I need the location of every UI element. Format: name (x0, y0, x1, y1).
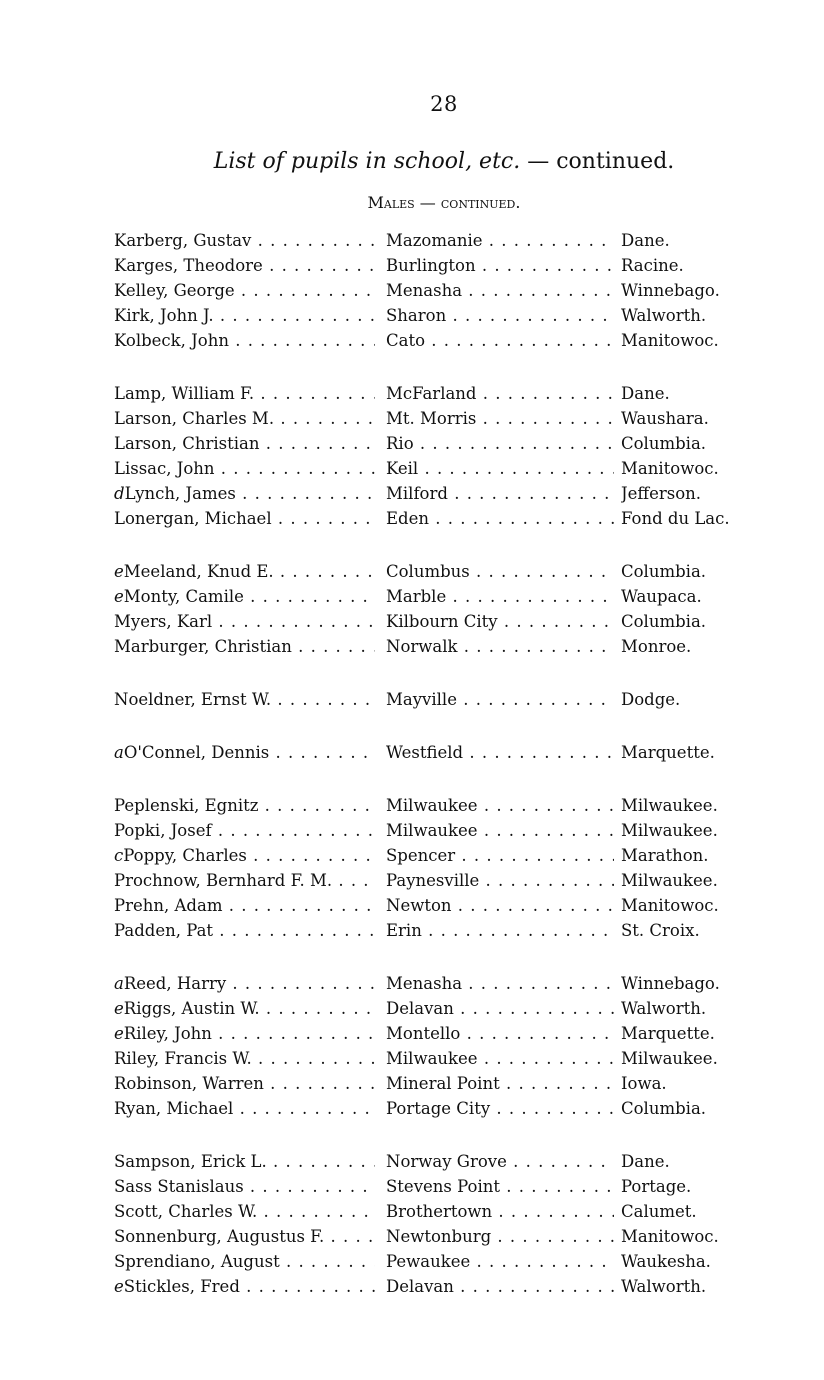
page-title (0, 149, 824, 174)
pupil-row (0, 1099, 824, 1124)
pupil-town (386, 974, 614, 993)
pupil-town-text: Menasha (386, 281, 463, 300)
pupil-name: Stickles, Fred (123, 1277, 240, 1296)
pupil-name: Karges, Theodore (114, 256, 263, 275)
pupil-note-mark: e (114, 1024, 124, 1043)
pupil-row (0, 562, 824, 587)
pupil-row (0, 256, 824, 281)
pupil-name: Ryan, Michael (114, 1099, 234, 1118)
pupil-town (386, 743, 614, 762)
pupil-town (386, 796, 614, 815)
pupil-note-mark: e (114, 1277, 124, 1296)
pupil-name: Kelley, George (114, 281, 235, 300)
pupil-town-text: Rio (386, 434, 414, 453)
pupil-town-text: Delavan (386, 999, 454, 1018)
pupil-town (386, 871, 614, 890)
pupil-name: Larson, Charles M. (114, 409, 275, 428)
pupil-county: Milwaukee. (621, 871, 718, 890)
pupil-county: Manitowoc. (621, 896, 719, 915)
pupil-row (0, 281, 824, 306)
pupil-town-text: Pewaukee (386, 1252, 471, 1271)
pupil-row (0, 459, 824, 484)
pupil-town (386, 281, 614, 300)
pupil-name-cell (114, 587, 375, 606)
pupil-note-mark: e (114, 999, 124, 1018)
pupil-county: Columbia. (621, 1099, 707, 1118)
pupil-row (0, 743, 824, 768)
pupil-county: Dane. (621, 1152, 670, 1171)
pupil-name-cell (114, 612, 375, 631)
pupil-town (386, 921, 614, 940)
pupil-county: Marquette. (621, 1024, 715, 1043)
pupil-town (386, 562, 614, 581)
pupil-town-text: Milwaukee (386, 1049, 478, 1068)
pupil-name: Padden, Pat (114, 921, 214, 940)
pupil-town-text: Kilbourn City (386, 612, 498, 631)
pupil-town-text: Cato (386, 331, 426, 350)
pupil-name: Meeland, Knud E. (123, 562, 274, 581)
pupil-county: Dane. (621, 231, 670, 250)
pupil-county: Columbia. (621, 612, 707, 631)
title-continued: — continued. (520, 149, 675, 174)
pupil-town (386, 1152, 614, 1171)
pupil-note-mark: e (114, 562, 124, 581)
pupil-town-text: Newtonburg (386, 1227, 492, 1246)
pupil-town-text: Burlington (386, 256, 476, 275)
pupil-name: Sprendiano, August (114, 1252, 280, 1271)
pupil-county: Waushara. (621, 409, 709, 428)
pupil-row (0, 1049, 824, 1074)
pupil-row (0, 587, 824, 612)
pupil-name-cell (114, 871, 375, 890)
pupil-town-text: Stevens Point (386, 1177, 501, 1196)
pupil-county: St. Croix. (621, 921, 700, 940)
pupil-row (0, 484, 824, 509)
pupil-town-text: Mineral Point (386, 1074, 500, 1093)
pupil-town (386, 1202, 614, 1221)
pupil-town-text: Eden (386, 509, 429, 528)
pupil-county: Racine. (621, 256, 684, 275)
pupil-row (0, 796, 824, 821)
pupil-county: Marathon. (621, 846, 709, 865)
pupil-county: Manitowoc. (621, 459, 719, 478)
pupil-county: Dodge. (621, 690, 681, 709)
pupil-town-text: Brothertown (386, 1202, 493, 1221)
pupil-county: Walworth. (621, 1277, 707, 1296)
pupil-town-text: Sharon (386, 306, 447, 325)
pupil-town-text: Delavan (386, 1277, 454, 1296)
pupil-name: Karberg, Gustav (114, 231, 252, 250)
pupil-county: Monroe. (621, 637, 692, 656)
pupil-town-text: Erin (386, 921, 422, 940)
pupil-town-text: Columbus (386, 562, 470, 581)
pupil-town (386, 821, 614, 840)
pupil-row (0, 434, 824, 459)
pupil-town (386, 999, 614, 1018)
pupil-row (0, 409, 824, 434)
pupil-name-cell (114, 1177, 375, 1196)
pupil-county: Columbia. (621, 434, 707, 453)
pupil-name: Riley, Francis W. (114, 1049, 252, 1068)
pupil-town-text: Norway Grove (386, 1152, 507, 1171)
pupil-county: Calumet. (621, 1202, 697, 1221)
pupil-name-cell (114, 331, 375, 350)
title-main: List of pupils in school, etc. (213, 149, 521, 174)
pupil-name-cell (114, 306, 375, 325)
pupil-row (0, 612, 824, 637)
pupil-town (386, 690, 614, 709)
pupil-county: Iowa. (621, 1074, 667, 1093)
pupil-row (0, 509, 824, 534)
pupil-name-cell (114, 1277, 375, 1296)
pupil-row (0, 637, 824, 662)
pupil-name-cell (114, 999, 375, 1018)
pupil-name-cell (114, 281, 375, 300)
pupil-name: Prochnow, Bernhard F. M. (114, 871, 333, 890)
pupil-town (386, 331, 614, 350)
pupil-row (0, 871, 824, 896)
pupil-name-cell (114, 434, 375, 453)
pupil-note-mark: a (114, 743, 124, 762)
pupil-name-cell (114, 1024, 375, 1043)
pupil-name: Lynch, James (124, 484, 236, 503)
pupil-row (0, 846, 824, 871)
pupil-name-cell (114, 409, 375, 428)
pupil-name: Poppy, Charles (123, 846, 247, 865)
pupil-row (0, 1252, 824, 1277)
pupil-name-cell (114, 1252, 375, 1271)
pupil-group (0, 231, 824, 356)
pupil-county: Marquette. (621, 743, 715, 762)
pupil-row (0, 974, 824, 999)
pupil-row (0, 896, 824, 921)
pupil-name-cell (114, 1074, 375, 1093)
pupil-name-cell (114, 1049, 375, 1068)
pupil-town-text: Marble (386, 587, 447, 606)
pupil-name-cell (114, 384, 375, 403)
pupil-county: Milwaukee. (621, 1049, 718, 1068)
pupil-town-text: Montello (386, 1024, 461, 1043)
pupil-row (0, 1152, 824, 1177)
pupil-name: Monty, Camile (123, 587, 244, 606)
pupil-name: Reed, Harry (123, 974, 227, 993)
pupil-town (386, 1252, 614, 1271)
pupil-county: Manitowoc. (621, 331, 719, 350)
pupil-group (0, 796, 824, 946)
pupil-town-text: Menasha (386, 974, 463, 993)
pupil-name: Sass Stanislaus (114, 1177, 244, 1196)
pupil-name: Popki, Josef (114, 821, 212, 840)
pupil-town (386, 484, 614, 503)
pupil-town-text: Keil (386, 459, 419, 478)
pupil-town (386, 612, 614, 631)
pupil-town (386, 231, 614, 250)
pupil-town (386, 896, 614, 915)
pupil-name: Larson, Christian (114, 434, 260, 453)
pupil-name-cell (114, 921, 375, 940)
pupil-name-cell (114, 846, 375, 865)
pupil-row (0, 690, 824, 715)
pupil-town (386, 1049, 614, 1068)
pupil-name-cell (114, 459, 375, 478)
pupil-county: Columbia. (621, 562, 707, 581)
pupil-row (0, 384, 824, 409)
pupil-county: Milwaukee. (621, 796, 718, 815)
pupil-town-text: Milwaukee (386, 796, 478, 815)
pupil-name-cell (114, 743, 375, 762)
pupil-note-mark: c (114, 846, 124, 865)
pupil-row (0, 1202, 824, 1227)
pupil-town-text: Norwalk (386, 637, 458, 656)
pupil-town (386, 306, 614, 325)
pupil-name: Lonergan, Michael (114, 509, 272, 528)
pupil-town-text: Portage City (386, 1099, 491, 1118)
pupil-town (386, 1177, 614, 1196)
pupil-group (0, 974, 824, 1124)
pupil-town (386, 459, 614, 478)
pupil-name: Riggs, Austin W. (123, 999, 260, 1018)
pupil-town (386, 1074, 614, 1093)
pupil-row (0, 1277, 824, 1302)
pupil-town (386, 1099, 614, 1118)
pupil-county: Waupaca. (621, 587, 702, 606)
pupil-list (0, 231, 824, 1330)
pupil-name: Marburger, Christian (114, 637, 292, 656)
pupil-name: Lissac, John (114, 459, 215, 478)
pupil-county: Milwaukee. (621, 821, 718, 840)
pupil-town-text: Milwaukee (386, 821, 478, 840)
pupil-group (0, 743, 824, 768)
pupil-town (386, 846, 614, 865)
pupil-name: Scott, Charles W. (114, 1202, 258, 1221)
pupil-name-cell (114, 896, 375, 915)
pupil-county: Dane. (621, 384, 670, 403)
pupil-note-mark: d (114, 484, 125, 503)
pupil-town-text: McFarland (386, 384, 477, 403)
pupil-name: Myers, Karl (114, 612, 213, 631)
pupil-name-cell (114, 821, 375, 840)
pupil-row (0, 921, 824, 946)
pupil-name: Robinson, Warren (114, 1074, 264, 1093)
pupil-name: Lamp, William F. (114, 384, 255, 403)
pupil-county: Walworth. (621, 306, 707, 325)
pupil-name-cell (114, 1227, 375, 1246)
pupil-town (386, 384, 614, 403)
pupil-name-cell (114, 1152, 375, 1171)
pupil-row (0, 1074, 824, 1099)
pupil-name-cell (114, 796, 375, 815)
pupil-town-text: Newton (386, 896, 452, 915)
pupil-county: Fond du Lac. (621, 509, 730, 528)
pupil-group (0, 690, 824, 715)
pupil-town (386, 1227, 614, 1246)
pupil-town (386, 637, 614, 656)
pupil-county: Winnebago. (621, 974, 720, 993)
pupil-name-cell (114, 1099, 375, 1118)
pupil-name: O'Connel, Dennis (123, 743, 270, 762)
pupil-row (0, 821, 824, 846)
pupil-name-cell (114, 690, 375, 709)
pupil-town (386, 509, 614, 528)
pupil-row (0, 331, 824, 356)
pupil-town-text: Milford (386, 484, 448, 503)
pupil-town-text: Spencer (386, 846, 456, 865)
pupil-county: Jefferson. (621, 484, 702, 503)
pupil-name-cell (114, 974, 375, 993)
pupil-town-text: Paynesville (386, 871, 480, 890)
pupil-name: Sampson, Erick L. (114, 1152, 267, 1171)
pupil-town-text: Mt. Morris (386, 409, 477, 428)
pupil-group (0, 1152, 824, 1302)
pupil-name: Prehn, Adam (114, 896, 223, 915)
pupil-town-text: Westfield (386, 743, 464, 762)
section-subtitle: Males — continued. (367, 193, 521, 212)
pupil-name-cell (114, 637, 375, 656)
pupil-row (0, 231, 824, 256)
page-number: 28 (430, 92, 458, 116)
pupil-note-mark: a (114, 974, 124, 993)
pupil-name: Noeldner, Ernst W. (114, 690, 272, 709)
pupil-row (0, 1024, 824, 1049)
pupil-county: Manitowoc. (621, 1227, 719, 1246)
pupil-name-cell (114, 256, 375, 275)
pupil-county: Portage. (621, 1177, 692, 1196)
pupil-row (0, 999, 824, 1024)
pupil-town (386, 434, 614, 453)
pupil-row (0, 1177, 824, 1202)
pupil-county: Waukesha. (621, 1252, 711, 1271)
pupil-town (386, 1277, 614, 1296)
pupil-name: Sonnenburg, Augustus F. (114, 1227, 325, 1246)
pupil-town (386, 256, 614, 275)
pupil-name: Kolbeck, John (114, 331, 229, 350)
pupil-county: Walworth. (621, 999, 707, 1018)
pupil-group (0, 384, 824, 534)
pupil-note-mark: e (114, 587, 124, 606)
pupil-town-text: Mazomanie (386, 231, 483, 250)
pupil-group (0, 562, 824, 662)
pupil-town (386, 587, 614, 606)
pupil-name: Kirk, John J. (114, 306, 214, 325)
pupil-row (0, 306, 824, 331)
pupil-town-text: Mayville (386, 690, 457, 709)
pupil-name-cell (114, 509, 375, 528)
pupil-town (386, 1024, 614, 1043)
pupil-name-cell (114, 562, 375, 581)
pupil-county: Winnebago. (621, 281, 720, 300)
pupil-name-cell (114, 484, 375, 503)
pupil-row (0, 1227, 824, 1252)
pupil-name: Peplenski, Egnitz (114, 796, 259, 815)
pupil-town (386, 409, 614, 428)
pupil-name-cell (114, 231, 375, 250)
pupil-name-cell (114, 1202, 375, 1221)
pupil-name: Riley, John (123, 1024, 212, 1043)
